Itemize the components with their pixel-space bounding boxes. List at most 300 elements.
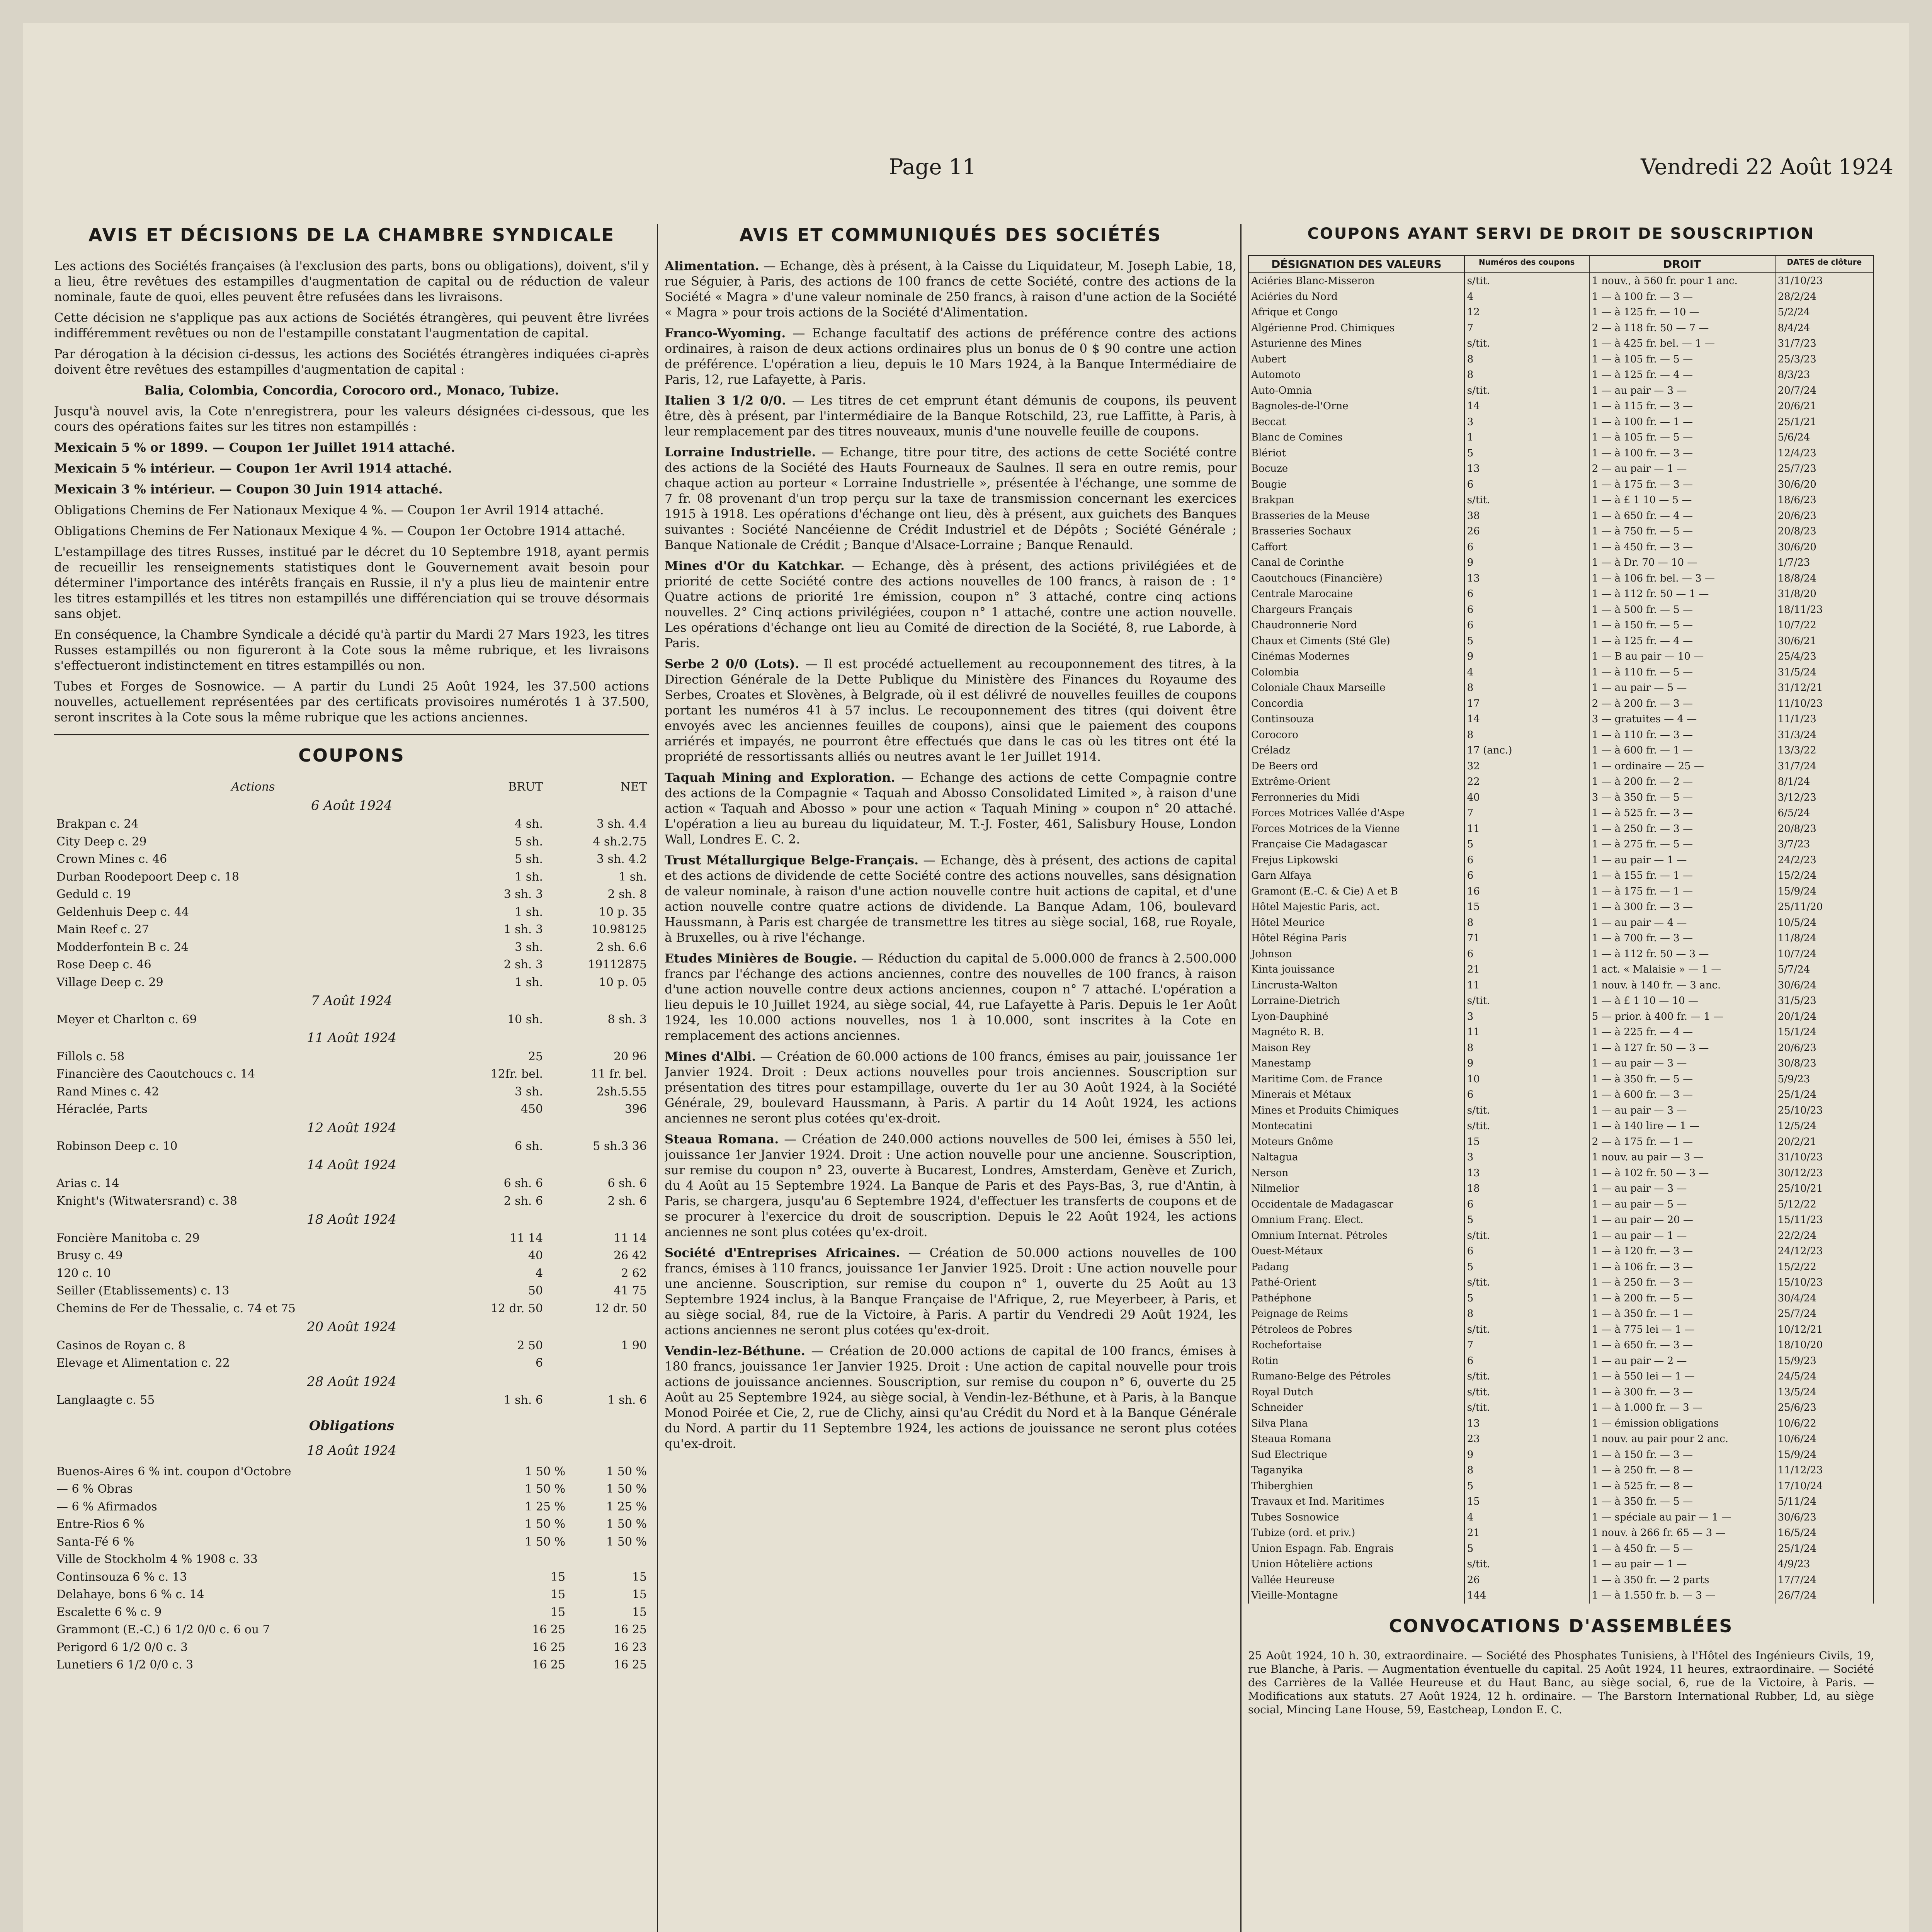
table-cell: Asturienne des Mines xyxy=(1248,336,1464,352)
coupons-obligations-date: 18 Août 1924 xyxy=(307,1443,396,1458)
table-cell: 16 25 xyxy=(614,1623,647,1636)
table-row xyxy=(1248,1541,1874,1557)
table-cell xyxy=(568,1551,649,1568)
table-cell: 1 50 % xyxy=(525,1517,566,1531)
table-cell: 4 sh.2.75 xyxy=(593,835,647,849)
table-cell: 1 — au pair — 1 — xyxy=(1589,1556,1775,1572)
table-cell: 6 xyxy=(1464,946,1589,962)
table-cell: 1 — au pair — 20 — xyxy=(1589,1212,1775,1228)
coupons-date: 7 Août 1924 xyxy=(311,993,393,1009)
table-cell: 22/2/24 xyxy=(1775,1228,1874,1244)
table-cell: 40 xyxy=(1464,790,1589,806)
table-cell: 6 xyxy=(1464,868,1589,884)
table-cell: Arias c. 14 xyxy=(56,1177,119,1190)
avis-paragraph: Par dérogation à la décision ci-dessus, les actions des Sociétés étrangères indiquées ci-après doivent être revêtues des estampilles d'augmentation de capital : xyxy=(54,346,649,377)
table-cell: 6 xyxy=(1464,1197,1589,1213)
table-row xyxy=(54,974,649,992)
table-cell: Montecatini xyxy=(1248,1118,1464,1134)
table-cell: 144 xyxy=(1464,1588,1589,1604)
table-cell: 1 — à 127 fr. 50 — 3 — xyxy=(1589,1040,1775,1056)
table-cell: 25/10/23 xyxy=(1775,1103,1874,1119)
table-row xyxy=(1248,1353,1874,1369)
table-cell: 1 — au pair — 5 — xyxy=(1589,680,1775,696)
communique-text: — Les titres de cet emprunt étant démunis de coupons, ils peuvent être, dès à présent, par l'intermédiaire de la Banque Rotschild, 23, rue Laffitte, à Paris, à leur remplacement par des titres nouveaux, munis d'une nouvelle feuille de coupons. xyxy=(665,393,1236,439)
table-cell: 30/6/20 xyxy=(1775,539,1874,555)
table-cell: 30/6/23 xyxy=(1775,1510,1874,1526)
table-row xyxy=(54,1498,649,1516)
coupons-table xyxy=(54,778,649,1409)
table-cell: Hôtel Meurice xyxy=(1248,915,1464,931)
table-cell: Brasseries de la Meuse xyxy=(1248,508,1464,524)
table-cell: 31/5/23 xyxy=(1775,993,1874,1009)
table-cell: 10 sh. xyxy=(507,1012,543,1026)
table-cell: 41 75 xyxy=(614,1284,647,1298)
table-cell: 15/1/24 xyxy=(1775,1024,1874,1040)
table-cell: Perigord 6 1/2 0/0 c. 3 xyxy=(56,1640,188,1654)
table-cell: 1 — à 300 fr. — 3 — xyxy=(1589,1384,1775,1400)
communique-item xyxy=(665,1131,1236,1240)
table-cell: 5/12/22 xyxy=(1775,1197,1874,1213)
table-cell: 15/9/23 xyxy=(1775,1353,1874,1369)
table-cell: 30/6/21 xyxy=(1775,633,1874,649)
table-cell: Johnson xyxy=(1248,946,1464,962)
table-cell: 50 xyxy=(528,1284,543,1298)
table-cell: s/tit. xyxy=(1464,492,1589,508)
table-row xyxy=(54,1265,649,1282)
table-row xyxy=(1248,759,1874,774)
table-cell: 1 — à 525 fr. — 8 — xyxy=(1589,1478,1775,1494)
table-row xyxy=(54,1300,649,1318)
table-cell: 1 — à 115 fr. — 3 — xyxy=(1589,398,1775,414)
table-cell: 11 14 xyxy=(614,1231,647,1245)
mexicain-line: Obligations Chemins de Fer Nationaux Mexique 4 %. — Coupon 1er Avril 1914 attaché. xyxy=(54,502,604,517)
table-cell: 11/8/24 xyxy=(1775,930,1874,946)
section-rule xyxy=(54,734,649,735)
table-row xyxy=(1248,1337,1874,1353)
table-cell: 1 — spéciale au pair — 1 — xyxy=(1589,1510,1775,1526)
table-cell: 5 xyxy=(1464,1478,1589,1494)
table-row xyxy=(1248,273,1874,289)
table-row xyxy=(54,1551,649,1568)
table-cell: Française Cie Madagascar xyxy=(1248,837,1464,852)
table-row xyxy=(1248,352,1874,367)
table-row xyxy=(1248,1134,1874,1150)
table-row xyxy=(1248,477,1874,493)
table-cell: 8 xyxy=(1464,727,1589,743)
table-cell: 30/4/24 xyxy=(1775,1291,1874,1306)
coupons-date-row xyxy=(54,991,649,1011)
table-cell: Rochefortaise xyxy=(1248,1337,1464,1353)
table-row xyxy=(54,939,649,956)
table-row xyxy=(1248,1510,1874,1526)
table-cell: Elevage et Alimentation c. 22 xyxy=(56,1356,230,1370)
table-cell: 1 — à 175 fr. — 3 — xyxy=(1589,477,1775,493)
table-row xyxy=(54,1230,649,1247)
table-cell: 9 xyxy=(1464,649,1589,665)
table-row xyxy=(54,1621,649,1639)
table-row xyxy=(1248,446,1874,461)
table-cell: 1 sh. 6 xyxy=(503,1393,543,1407)
table-row xyxy=(1248,1103,1874,1119)
table-cell: 13 xyxy=(1464,571,1589,587)
table-cell: Travaux et Ind. Maritimes xyxy=(1248,1494,1464,1510)
table-cell: Brasseries Sochaux xyxy=(1248,524,1464,539)
table-cell: 6 xyxy=(1464,602,1589,618)
table-cell: Nerson xyxy=(1248,1165,1464,1181)
table-cell: Escalette 6 % c. 9 xyxy=(56,1605,162,1619)
communique-item xyxy=(665,951,1236,1043)
communique-heading: Trust Métallurgique Belge-Français. xyxy=(665,852,919,867)
table-cell: Occidentale de Madagascar xyxy=(1248,1197,1464,1213)
issue-date: Vendredi 22 Août 1924 xyxy=(1641,155,1893,180)
coupons-obligations-body xyxy=(54,1463,649,1674)
table-row xyxy=(1248,1431,1874,1447)
table-cell: 17 (anc.) xyxy=(1464,743,1589,759)
table-cell: 14 xyxy=(1464,711,1589,727)
table-cell: 3 sh. 4.2 xyxy=(596,852,647,866)
table-cell: Geldenhuis Deep c. 44 xyxy=(56,905,189,919)
communique-item xyxy=(665,656,1236,764)
table-row xyxy=(1248,1212,1874,1228)
table-cell: 31/7/24 xyxy=(1775,759,1874,774)
table-cell: 2 sh. 6 xyxy=(607,1194,647,1208)
table-cell: 18/8/24 xyxy=(1775,571,1874,587)
page-header xyxy=(23,155,1909,201)
table-cell: 1 — à 105 fr. — 5 — xyxy=(1589,430,1775,446)
table-cell: Padang xyxy=(1248,1259,1464,1275)
table-row xyxy=(1248,586,1874,602)
table-cell xyxy=(545,1354,649,1372)
table-cell: Magnéto R. B. xyxy=(1248,1024,1464,1040)
table-cell: 12/4/23 xyxy=(1775,446,1874,461)
table-cell: Thiberghien xyxy=(1248,1478,1464,1494)
table-cell: 11 fr. bel. xyxy=(590,1067,647,1081)
table-cell: 11 xyxy=(1464,978,1589,993)
table-cell: 1 — émission obligations xyxy=(1589,1416,1775,1432)
table-row xyxy=(54,833,649,851)
table-row xyxy=(54,1354,649,1372)
table-cell: 31/10/23 xyxy=(1775,1150,1874,1165)
table-cell: Hôtel Majestic Paris, act. xyxy=(1248,899,1464,915)
coupons-date-row xyxy=(54,1372,649,1392)
table-row xyxy=(1248,680,1874,696)
avis-paragraph: En conséquence, la Chambre Syndicale a décidé qu'à partir du Mardi 27 Mars 1923, les titres Russes estampillés ou non figureront à la Cote sous la même rubrique, et les livraisons s'effectueront indistinctement en titres estampillés ou non. xyxy=(54,627,649,673)
table-row xyxy=(1248,1369,1874,1384)
table-cell: Forces Motrices Vallée d'Aspe xyxy=(1248,805,1464,821)
table-cell: 5 xyxy=(1464,446,1589,461)
table-cell: 15 xyxy=(550,1570,566,1584)
table-cell: Ville de Stockholm 4 % 1908 c. 33 xyxy=(56,1553,258,1566)
table-cell: 5 xyxy=(1464,1212,1589,1228)
table-cell: s/tit. xyxy=(1464,1118,1589,1134)
table-cell: 1 — à 1.550 fr. b. — 3 — xyxy=(1589,1588,1775,1604)
communiques-list xyxy=(665,258,1236,1451)
table-cell: 6 xyxy=(1464,1087,1589,1103)
table-cell: Gramont (E.-C. & Cie) A et B xyxy=(1248,884,1464,900)
table-cell: 1 50 % xyxy=(606,1482,647,1496)
table-row xyxy=(1248,1463,1874,1478)
table-cell: 7 xyxy=(1464,1337,1589,1353)
table-cell: Canal de Corinthe xyxy=(1248,555,1464,571)
table-cell: 13 xyxy=(1464,1165,1589,1181)
table-cell: 17 xyxy=(1464,696,1589,712)
table-cell: 10 p. 35 xyxy=(599,905,647,919)
table-cell: 31/7/23 xyxy=(1775,336,1874,352)
table-cell: Steaua Romana xyxy=(1248,1431,1464,1447)
table-row xyxy=(54,1480,649,1498)
table-cell: 2 — à 118 fr. 50 — 7 — xyxy=(1589,320,1775,336)
table-row xyxy=(1248,492,1874,508)
table-cell: Pathéphone xyxy=(1248,1291,1464,1306)
table-cell: Ferronneries du Midi xyxy=(1248,790,1464,806)
table-row xyxy=(54,1391,649,1409)
table-cell: s/tit. xyxy=(1464,993,1589,1009)
table-cell: 31/10/23 xyxy=(1775,273,1874,289)
coupons-header-brut: BRUT xyxy=(508,780,543,794)
table-cell: 1 50 % xyxy=(525,1482,566,1496)
table-row xyxy=(54,1463,649,1481)
table-row xyxy=(1248,1150,1874,1165)
table-cell: Forces Motrices de la Vienne xyxy=(1248,821,1464,837)
table-row xyxy=(1248,1447,1874,1463)
table-row xyxy=(1248,837,1874,852)
table-cell: 20/6/23 xyxy=(1775,508,1874,524)
table-cell: 1 — à 105 fr. — 5 — xyxy=(1589,352,1775,367)
table-cell: Geduld c. 19 xyxy=(56,888,131,901)
table-cell: 4 xyxy=(535,1266,543,1280)
table-row xyxy=(54,868,649,886)
table-cell: 1 50 % xyxy=(606,1535,647,1549)
table-cell: Coloniale Chaux Marseille xyxy=(1248,680,1464,696)
communique-text: — Réduction du capital de 5.000.000 de francs à 2.500.000 francs par l'échange des actions anciennes, contre des nouvelles de 100 francs, à raison d'une action nouvelle contre deux actions anciennes, coupon n° 7 attaché. L'opération a lieu depuis le 10 Juillet 1924, au siège social, 44, rue Lafayette à Paris. Depuis le 1er Août 1924, les 10.000 actions nouvelles, nos 1 à 10.000, sont inscrites à la Cote en remplacement des actions anciennes. xyxy=(665,951,1236,1043)
table-row xyxy=(1248,461,1874,477)
communique-heading: Steaua Romana. xyxy=(665,1131,779,1146)
table-row xyxy=(1248,821,1874,837)
coupons-date-row xyxy=(54,1028,649,1048)
table-cell: Mines et Produits Chimiques xyxy=(1248,1103,1464,1119)
table-cell: 8 sh. 3 xyxy=(607,1012,647,1026)
table-row xyxy=(54,956,649,974)
table-row xyxy=(54,1138,649,1155)
table-cell: 1 — à 250 fr. — 3 — xyxy=(1589,1275,1775,1291)
table-row xyxy=(1248,1071,1874,1087)
table-cell: 1 — à 110 fr. — 5 — xyxy=(1589,665,1775,680)
table-cell: 10/5/24 xyxy=(1775,915,1874,931)
table-row xyxy=(1248,633,1874,649)
table-cell: 1 — à 140 lire — 1 — xyxy=(1589,1118,1775,1134)
table-cell: 6 xyxy=(1464,477,1589,493)
table-cell: s/tit. xyxy=(1464,1384,1589,1400)
table-cell: Garn Alfaya xyxy=(1248,868,1464,884)
table-cell: 30/8/23 xyxy=(1775,1056,1874,1071)
table-cell: Pathé-Orient xyxy=(1248,1275,1464,1291)
coupons-date-row xyxy=(54,1155,649,1175)
table-cell: 1 — au pair — 1 — xyxy=(1589,1228,1775,1244)
table-cell: 6 sh. 6 xyxy=(607,1177,647,1190)
table-row xyxy=(1248,743,1874,759)
table-cell: Casinos de Royan c. 8 xyxy=(56,1338,185,1352)
table-cell: Continsouza 6 % c. 13 xyxy=(56,1570,187,1584)
table-cell: 1 — à 775 lei — 1 — xyxy=(1589,1322,1775,1338)
table-cell: 16 xyxy=(1464,884,1589,900)
table-row xyxy=(1248,696,1874,712)
communique-item xyxy=(665,558,1236,651)
table-cell: 6/5/24 xyxy=(1775,805,1874,821)
coupons-obligations-table xyxy=(54,1463,649,1674)
table-cell: 13/5/24 xyxy=(1775,1384,1874,1400)
table-row xyxy=(1248,320,1874,336)
table-cell: s/tit. xyxy=(1464,1103,1589,1119)
table-cell: 20/6/21 xyxy=(1775,398,1874,414)
table-row xyxy=(54,1639,649,1656)
table-cell: Silva Plana xyxy=(1248,1416,1464,1432)
coupons-date: 28 Août 1924 xyxy=(307,1374,396,1389)
table-cell: 12 xyxy=(1464,304,1589,320)
table-cell: Vallée Heureuse xyxy=(1248,1572,1464,1588)
coupons-body xyxy=(54,796,649,1409)
table-cell: 31/3/24 xyxy=(1775,727,1874,743)
table-cell: 1 — à 175 fr. — 1 — xyxy=(1589,884,1775,900)
table-cell: 15/10/23 xyxy=(1775,1275,1874,1291)
table-cell: 1 nouv. à 266 fr. 65 — 3 — xyxy=(1589,1525,1775,1541)
table-cell: 31/8/20 xyxy=(1775,586,1874,602)
table-row xyxy=(1248,1259,1874,1275)
coupons-date: 14 Août 1924 xyxy=(307,1157,396,1173)
table-cell: Sud Electrique xyxy=(1248,1447,1464,1463)
souscription-title: COUPONS AYANT SERVI DE DROIT DE SOUSCRIPTION xyxy=(1307,225,1815,243)
table-cell: 5/11/24 xyxy=(1775,1494,1874,1510)
table-cell: 15 xyxy=(632,1588,647,1601)
table-cell: Bagnoles-de-l'Orne xyxy=(1248,398,1464,414)
table-cell: 1 — à 600 fr. — 1 — xyxy=(1589,743,1775,759)
table-cell: 5/9/23 xyxy=(1775,1071,1874,1087)
table-row xyxy=(1248,899,1874,915)
table-cell: 25/10/21 xyxy=(1775,1181,1874,1197)
table-cell: 1 25 % xyxy=(525,1500,566,1514)
table-cell: 8 xyxy=(1464,352,1589,367)
table-cell: 1 90 xyxy=(621,1338,647,1352)
table-cell: 15 xyxy=(1464,1134,1589,1150)
communique-text: — Echange facultatif des actions de préférence contre des actions ordinaires, à raison de deux actions ordinaires plus un bonus de 0 $ 90 contre une action de préférence. L'opération a lieu, depuis le 10 Mars 1924, à la Banque Intermédiaire de Paris, 12, rue Lafayette, à Paris. xyxy=(665,325,1236,387)
table-cell: 26 xyxy=(1464,524,1589,539)
table-cell: 20/8/23 xyxy=(1775,821,1874,837)
table-cell: 1 50 % xyxy=(525,1535,566,1549)
table-cell: 1 — à 102 fr. 50 — 3 — xyxy=(1589,1165,1775,1181)
communique-item xyxy=(665,770,1236,847)
communique-text: — Echange, dès à présent, des actions de capital et des actions de dividende de cette Société contre des actions nouvelles, sans désignation de valeur nominale, à raison d'une action nouvelle contre huit actions de capital, et d'une action nouvelle contre quatre actions de dividende. La Banque Adam, 106, boulevard Haussmann, à Paris est chargée de transmettre les titres au siège social, 168, rue Royale, à Bruxelles, ou à rive l'échange. xyxy=(665,852,1236,945)
table-cell: Modderfontein B c. 24 xyxy=(56,940,189,954)
table-cell: 8 xyxy=(1464,680,1589,696)
table-cell: 8/1/24 xyxy=(1775,774,1874,790)
table-cell: 1 — à 275 fr. — 5 — xyxy=(1589,837,1775,852)
table-cell: 13/3/22 xyxy=(1775,743,1874,759)
table-cell: 1 — au pair — 3 — xyxy=(1589,1056,1775,1071)
table-cell: 1 — au pair — 3 — xyxy=(1589,383,1775,399)
table-row xyxy=(1248,727,1874,743)
table-row xyxy=(1248,524,1874,539)
table-cell: 1 — ordinaire — 25 — xyxy=(1589,759,1775,774)
table-cell: 11 xyxy=(1464,821,1589,837)
table-cell: 15 xyxy=(1464,1494,1589,1510)
table-cell: 16 25 xyxy=(532,1623,566,1636)
table-cell: 16 23 xyxy=(614,1640,647,1654)
table-cell: 1 — à 120 fr. — 3 — xyxy=(1589,1243,1775,1259)
communique-text: — Création de 60.000 actions de 100 francs, émises au pair, jouissance 1er Janvier 1924. Droit : Deux actions nouvelles pour trois anciennes. Souscription sur présentation des titres pour estampillage, ouverte du 1er au 30 Août 1924, à la Société Générale, 29, boulevard Haussmann, à Paris. A partir du 14 Août 1924, les actions anciennes ne seront plus cotées qu'ex-droit. xyxy=(665,1049,1236,1126)
table-cell: 4/9/23 xyxy=(1775,1556,1874,1572)
table-cell: Village Deep c. 29 xyxy=(56,975,163,989)
table-cell: Minerais et Métaux xyxy=(1248,1087,1464,1103)
table-cell: 3 — à 350 fr. — 5 — xyxy=(1589,790,1775,806)
table-cell: Rand Mines c. 42 xyxy=(56,1085,159,1099)
table-cell: 1 — à 425 fr. bel. — 1 — xyxy=(1589,336,1775,352)
table-cell: Ouest-Métaux xyxy=(1248,1243,1464,1259)
table-cell: 1 — à 200 fr. — 2 — xyxy=(1589,774,1775,790)
table-cell: 20 96 xyxy=(614,1049,647,1063)
communique-heading: Taquah Mining and Exploration. xyxy=(665,770,895,785)
table-cell: 1 50 % xyxy=(606,1517,647,1531)
table-row xyxy=(1248,555,1874,571)
table-cell: Main Reef c. 27 xyxy=(56,923,149,936)
table-cell: Bougie xyxy=(1248,477,1464,493)
table-cell: 24/2/23 xyxy=(1775,852,1874,868)
table-row xyxy=(1248,1400,1874,1416)
table-cell: 1 — à £ 1 10 — 5 — xyxy=(1589,492,1775,508)
table-cell: 3 — gratuites — 4 — xyxy=(1589,711,1775,727)
table-cell: 1 sh. xyxy=(515,870,543,884)
table-cell: 1 — au pair — 1 — xyxy=(1589,852,1775,868)
table-cell: Tubes Sosnowice xyxy=(1248,1510,1464,1526)
table-cell: 1 50 % xyxy=(525,1464,566,1478)
communique-text: — Echange, dès à présent, des actions privilégiées et de priorité de cette Société contre des actions nouvelles de 100 francs, à raison de : 1° Quatre actions de priorité 1re émission, coupon n° 3 attaché, contre cinq actions nouvelles. 2° Cinq actions privilégiées, coupon n° 1 attaché, contre une action nouvelle. Les opérations d'échange ont lieu au Comité de direction de la Société, 8, rue Laborde, à Paris. xyxy=(665,558,1236,650)
table-cell: 5 xyxy=(1464,1291,1589,1306)
table-row xyxy=(1248,993,1874,1009)
coupons-date-row xyxy=(54,1118,649,1138)
table-cell: 5 xyxy=(1464,633,1589,649)
table-cell: 120 c. 10 xyxy=(56,1266,111,1280)
table-cell: 21 xyxy=(1464,962,1589,978)
table-row xyxy=(54,1065,649,1083)
table-cell: Aubert xyxy=(1248,352,1464,367)
table-row xyxy=(1248,962,1874,978)
table-cell: 7 xyxy=(1464,320,1589,336)
table-row xyxy=(1248,649,1874,665)
table-cell: 1 — à 1.000 fr. — 3 — xyxy=(1589,1400,1775,1416)
communique-text: — Echange, dès à présent, à la Caisse du Liquidateur, M. Joseph Labie, 18, rue Séguier, à Paris, des actions de 100 francs de cette Société, contre des actions de la Société « Magra » d'une valeur nominale de 250 francs, à raison d'une action de la Société « Magra » pour trois actions de la Société d'Alimentation. xyxy=(665,258,1236,320)
table-cell: Crown Mines c. 46 xyxy=(56,852,167,866)
table-cell: 5 sh.3 36 xyxy=(593,1139,647,1153)
table-cell: Centrale Marocaine xyxy=(1248,586,1464,602)
table-cell: 8 xyxy=(1464,367,1589,383)
table-row xyxy=(54,1192,649,1210)
table-cell: 25 xyxy=(528,1049,543,1063)
table-cell: De Beers ord xyxy=(1248,759,1464,774)
table-cell: 25/1/24 xyxy=(1775,1541,1874,1557)
communique-heading: Vendin-lez-Béthune. xyxy=(665,1343,806,1358)
table-cell: 1 — à 350 fr. — 5 — xyxy=(1589,1071,1775,1087)
table-cell: 3 xyxy=(1464,414,1589,430)
table-cell: 6 xyxy=(1464,586,1589,602)
table-cell: Omnium Franç. Elect. xyxy=(1248,1212,1464,1228)
communique-item xyxy=(665,1245,1236,1338)
table-cell: Bocuze xyxy=(1248,461,1464,477)
table-cell: 1 sh. xyxy=(515,975,543,989)
table-row xyxy=(1248,1228,1874,1244)
table-cell: 1 xyxy=(1464,430,1589,446)
coupons-date: 11 Août 1924 xyxy=(307,1030,396,1046)
table-row xyxy=(1248,1494,1874,1510)
table-row xyxy=(54,1656,649,1674)
mexicain-line: Mexicain 5 % intérieur. — Coupon 1er Avril 1914 attaché. xyxy=(54,461,452,476)
